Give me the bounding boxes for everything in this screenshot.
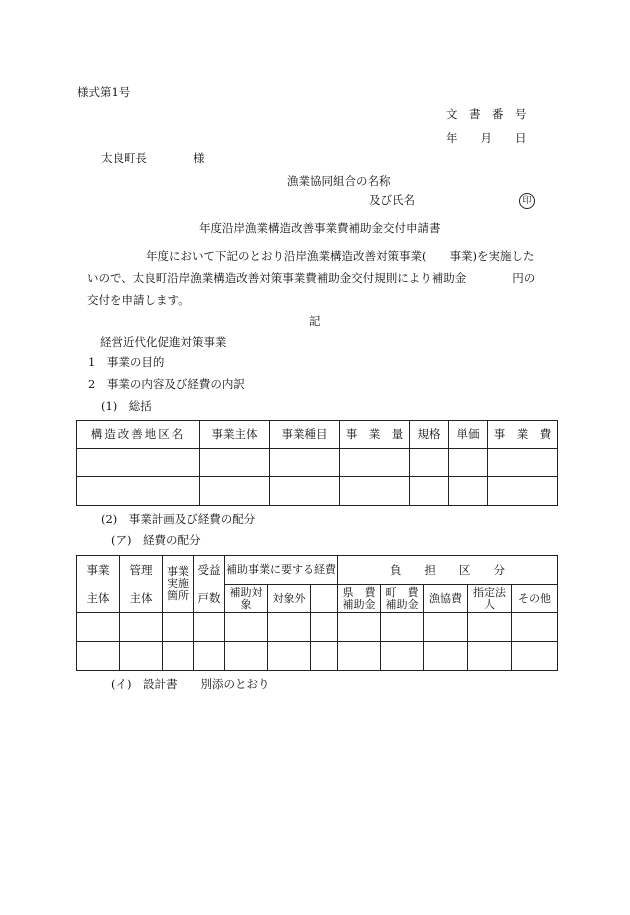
table-cell[interactable] <box>163 642 194 671</box>
table-cell[interactable] <box>77 642 120 671</box>
table-row <box>77 477 558 506</box>
table-cell[interactable] <box>225 613 268 642</box>
header-fishery-coop: 漁協費 <box>424 585 468 613</box>
table-cell[interactable] <box>449 477 488 506</box>
table-cell[interactable] <box>488 477 558 506</box>
table-cell[interactable] <box>120 613 163 642</box>
cost-allocation-table <box>76 555 558 671</box>
col-header-district: 構造改善地区名 <box>77 421 200 449</box>
table-cell[interactable] <box>194 613 225 642</box>
header-entity: 事業 <box>77 556 120 585</box>
header-beneficiary: 受益 <box>194 556 225 585</box>
summary-table <box>76 420 558 506</box>
table-cell[interactable] <box>410 477 449 506</box>
table-cell[interactable] <box>468 613 512 642</box>
ki-heading: 記 <box>309 314 321 328</box>
table-row <box>77 449 558 477</box>
header-subsidy-target: 補助対象 <box>225 585 268 613</box>
table-cell[interactable] <box>311 613 338 642</box>
table-cell[interactable] <box>225 642 268 671</box>
sub-item-1: (1) 総括 <box>101 399 152 413</box>
header-blank <box>311 585 338 613</box>
document-number-label: 文 書 番 号 <box>446 107 527 121</box>
table-cell[interactable] <box>77 613 120 642</box>
body-line-1: 年度において下記のとおり沿岸漁業構造改善対策事業( 事業)を実施した <box>146 249 535 263</box>
table-cell[interactable] <box>381 642 424 671</box>
table-cell[interactable] <box>77 477 200 506</box>
header-entity-2: 主体 <box>77 585 120 613</box>
col-header-entity: 事業主体 <box>200 421 270 449</box>
table-cell[interactable] <box>200 449 270 477</box>
table-cell[interactable] <box>120 642 163 671</box>
header-subsidy-cost: 補助事業に要する経費 <box>225 556 338 585</box>
table-cell[interactable] <box>449 449 488 477</box>
header-site: 事業実施箇所 <box>163 556 194 613</box>
sub-item-2a: (ア) 経費の配分 <box>111 533 201 547</box>
item-2: 2 事業の内容及び経費の内訳 <box>88 377 245 391</box>
table-cell[interactable] <box>311 642 338 671</box>
table-cell[interactable] <box>512 613 558 642</box>
header-beneficiary-2: 戸数 <box>194 585 225 613</box>
sub-item-2b: (イ) 設計書 別添のとおり <box>111 677 270 691</box>
sub-item-2: (2) 事業計画及び経費の配分 <box>101 512 256 526</box>
table-cell[interactable] <box>270 449 340 477</box>
header-town: 町 費補助金 <box>381 585 424 613</box>
col-header-unit-price: 単価 <box>449 421 488 449</box>
header-burden: 負 担 区 分 <box>338 556 558 585</box>
table-cell[interactable] <box>268 642 311 671</box>
table-cell[interactable] <box>338 642 381 671</box>
header-non-target: 対象外 <box>268 585 311 613</box>
col-header-spec: 規格 <box>410 421 449 449</box>
addressee: 太良町長 様 <box>101 151 205 165</box>
body-line-2: いので、太良町沿岸漁業構造改善対策事業費補助金交付規則により補助金 円の <box>87 271 536 285</box>
table-cell[interactable] <box>200 477 270 506</box>
header-manager-2: 主体 <box>120 585 163 613</box>
seal-mark: 印 <box>519 193 535 209</box>
table-cell[interactable] <box>340 449 410 477</box>
header-manager: 管理 <box>120 556 163 585</box>
table-cell[interactable] <box>270 477 340 506</box>
form-number: 様式第1号 <box>77 85 131 99</box>
table-cell[interactable] <box>163 613 194 642</box>
document-title: 年度沿岸漁業構造改善事業費補助金交付申請書 <box>199 221 441 235</box>
item-1: 1 事業の目的 <box>88 355 165 369</box>
table-cell[interactable] <box>268 613 311 642</box>
table-cell[interactable] <box>194 642 225 671</box>
date-label: 年 月 日 <box>446 131 527 145</box>
table-row <box>77 642 558 671</box>
table-cell[interactable] <box>338 613 381 642</box>
header-designated: 指定法人 <box>468 585 512 613</box>
col-header-cost: 事 業 費 <box>488 421 558 449</box>
header-prefecture: 県 費補助金 <box>338 585 381 613</box>
table-cell[interactable] <box>488 449 558 477</box>
table-row <box>77 613 558 642</box>
table-cell[interactable] <box>424 642 468 671</box>
applicant-org-label: 漁業協同組合の名称 <box>287 174 391 188</box>
col-header-category: 事業種目 <box>270 421 340 449</box>
body-line-3: 交付を申請します。 <box>87 293 190 307</box>
program-name: 経営近代化促進対策事業 <box>100 335 227 349</box>
table-cell[interactable] <box>77 449 200 477</box>
table-cell[interactable] <box>424 613 468 642</box>
applicant-name-label: 及び氏名 <box>369 193 415 207</box>
header-other: その他 <box>512 585 558 613</box>
col-header-quantity: 事 業 量 <box>340 421 410 449</box>
table-cell[interactable] <box>410 449 449 477</box>
table-cell[interactable] <box>512 642 558 671</box>
table-cell[interactable] <box>381 613 424 642</box>
table-cell[interactable] <box>340 477 410 506</box>
table-cell[interactable] <box>468 642 512 671</box>
